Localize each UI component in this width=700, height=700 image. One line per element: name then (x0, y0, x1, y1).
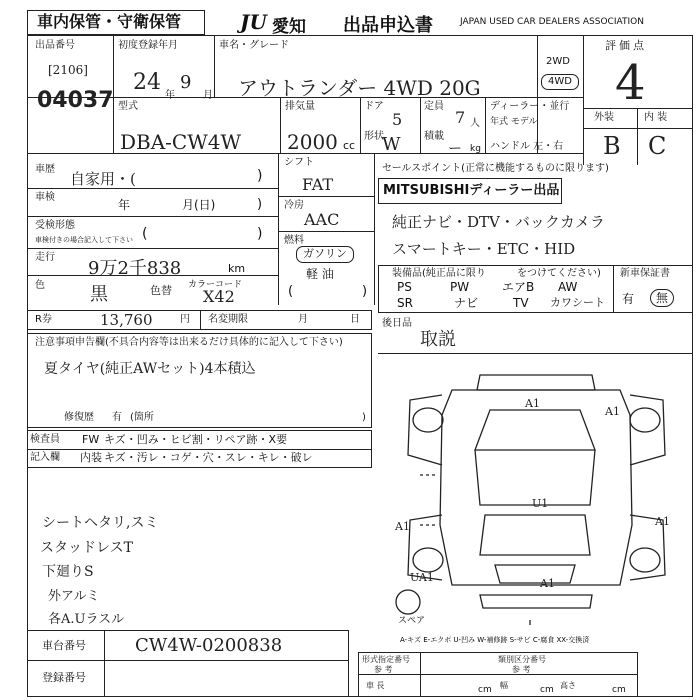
car-diagram (380, 355, 693, 645)
length-label: 車 長 (366, 681, 385, 690)
color-code-label: 色替 (150, 284, 172, 297)
doc-title: 出品申込書 (343, 15, 433, 36)
equip-navi: ナビ (454, 296, 479, 310)
equip-airbag: エアB (502, 280, 535, 294)
inspector-fw-label: FW (82, 433, 100, 446)
shift-label: シフト (284, 157, 314, 168)
color-code: X42 (203, 287, 235, 306)
handle-label: ハンドル 左・右 (490, 141, 564, 152)
type-label: 型式 (118, 101, 138, 112)
diagram-mark-6: UA1 (410, 571, 434, 584)
logo-text: 愛知 (272, 17, 306, 37)
diagram-mark-3: A1 (395, 520, 410, 533)
diagram-mark-1: A1 (525, 397, 540, 410)
inspector-int-label: 内装 (80, 451, 102, 464)
year-model-label: 年式 モデル (490, 117, 538, 127)
cooler-value: AAC (304, 210, 340, 229)
height-label: 高さ (560, 681, 576, 690)
equip-sr: SR (397, 296, 413, 310)
exterior-grade: B (603, 132, 621, 160)
equip-ps: PS (397, 280, 412, 294)
fuel-circled: ガソリン (296, 246, 354, 263)
grade-label: 評価点 (605, 39, 647, 52)
equip-aw: AW (558, 280, 578, 294)
warranty-label: 新車保証書 (620, 268, 670, 279)
history-label: 車歴 (35, 164, 55, 175)
reg-month: 9 (180, 72, 192, 93)
repair-label: 修復歴 (64, 412, 94, 423)
diagram-mark-7: A1 (540, 577, 555, 590)
chassis-value: CW4W-0200838 (135, 635, 283, 656)
sales-header: MITSUBISHIディーラー出品 (383, 183, 560, 198)
hand-note-2: スタッドレスT (40, 540, 133, 556)
lot-label: 出品番号 (35, 40, 75, 51)
sales-line2: スマートキー・ETC・HID (392, 240, 576, 258)
assoc-name: JAPAN USED CAR DEALERS ASSOCIATION (460, 17, 644, 27)
color-value: 黒 (90, 284, 108, 305)
color-label: 色 (35, 280, 45, 291)
delivery-note: 車検付きの場合記入して下さい (35, 236, 133, 244)
sales-label: セールスポイント(正常に機能するものに限ります) (382, 163, 609, 174)
equip-seat: カワシート (550, 296, 605, 309)
model-value: アウトランダー 4WD 20G (238, 76, 481, 100)
name-change-label: 名変期限 (208, 314, 248, 325)
model-label: 車名・グレード (219, 40, 289, 51)
history-value: 自家用・( (70, 170, 136, 188)
inspector-fw-row: キズ・凹み・ヒビ割・リペア跡・X要 (104, 433, 288, 446)
interior-grade: C (648, 132, 667, 160)
r-ticket-label: R券 (35, 314, 52, 325)
shift-value: FAT (302, 175, 334, 194)
width-label: 幅 (500, 681, 508, 690)
sales-line1: 純正ナビ・DTV・バックカメラ (392, 213, 605, 231)
notes-label: 注意事項申告欄(不具合内容等は出来るだけ具体的に記入して下さい) (35, 337, 343, 348)
notes-value: 夏タイヤ(純正AWセット)4本積込 (44, 361, 256, 377)
capacity-label: 定員 (424, 101, 444, 112)
opt-4wd: 4WD (541, 74, 579, 90)
later-docs-value: 取説 (420, 329, 456, 350)
ju-logo: JU (240, 10, 267, 34)
top-left-title: 車内保管・守衛保管 (37, 12, 182, 31)
cooler-label: 冷房 (284, 200, 304, 211)
mileage-label: 走行 (35, 252, 55, 263)
exterior-label: 外装 (594, 112, 614, 123)
load-value: ー (448, 141, 462, 157)
type-value: DBA-CW4W (120, 130, 242, 154)
repair-value: 有 (112, 412, 122, 423)
opt-2wd: 2WD (546, 56, 570, 67)
reg-label: 初度登録年月 (118, 40, 178, 51)
hand-note-1: シートヘタリ,スミ (42, 515, 159, 531)
delivery-label: 受検形態 (35, 220, 75, 231)
inspection-label: 車検 (35, 192, 55, 203)
diagram-mark-2: A1 (605, 405, 620, 418)
diagram-mark-5: A1 (655, 515, 670, 528)
equip-label: 装備品(純正品に限り (392, 268, 486, 279)
dealer-label: ディーラー・並行 (490, 101, 570, 112)
doors-value: 5 (392, 110, 403, 129)
disp-value: 2000 (287, 130, 338, 154)
lot-sub: [2106] (48, 63, 88, 77)
capacity-value: 7 (455, 108, 466, 127)
fuel-label: 燃料 (284, 235, 304, 246)
interior-label: 内 装 (644, 112, 668, 123)
shape-spec-label: 形式指定番号 (362, 655, 410, 664)
hand-note-4: 外アルミ (48, 589, 100, 604)
equip-tv: TV (513, 296, 529, 310)
hand-note-3: 下廻りS (42, 564, 94, 580)
mileage-value: 9万2千838 (88, 258, 182, 279)
spare-label: スペア (398, 616, 426, 626)
reg-number-label: 登録番号 (42, 671, 86, 684)
later-docs-label: 後日品 (382, 318, 412, 329)
hand-note-5: 各A.Uラスル (48, 612, 125, 627)
damage-legend: A-キズ E-エクボ U-凹み W-補修跡 S-サビ C-腐食 XX-交換済 (400, 636, 590, 644)
reg-year: 24 (133, 70, 161, 95)
equip-pw: PW (450, 280, 470, 294)
chassis-label: 車台番号 (42, 639, 86, 652)
doors-label: ドア (364, 101, 384, 112)
grade-score: 4 (615, 55, 646, 111)
warranty-no: 無 (650, 289, 674, 307)
lot-number: 04037 (37, 88, 114, 113)
shape-label: 形状 (364, 131, 384, 142)
class-label: 類別区分番号 (498, 655, 546, 664)
inspector-int-row: キズ・汚レ・コゲ・穴・スレ・キレ・破レ (104, 451, 313, 464)
shape-value: W (382, 134, 401, 155)
diagram-mark-4: U1 (532, 497, 549, 510)
disp-label: 排気量 (285, 101, 315, 112)
load-label: 積載 (424, 131, 444, 142)
r-ticket-value: 13,760 (100, 311, 153, 329)
inspector-label: 検査員 (30, 434, 60, 445)
warranty-yes: 有 (622, 292, 635, 306)
